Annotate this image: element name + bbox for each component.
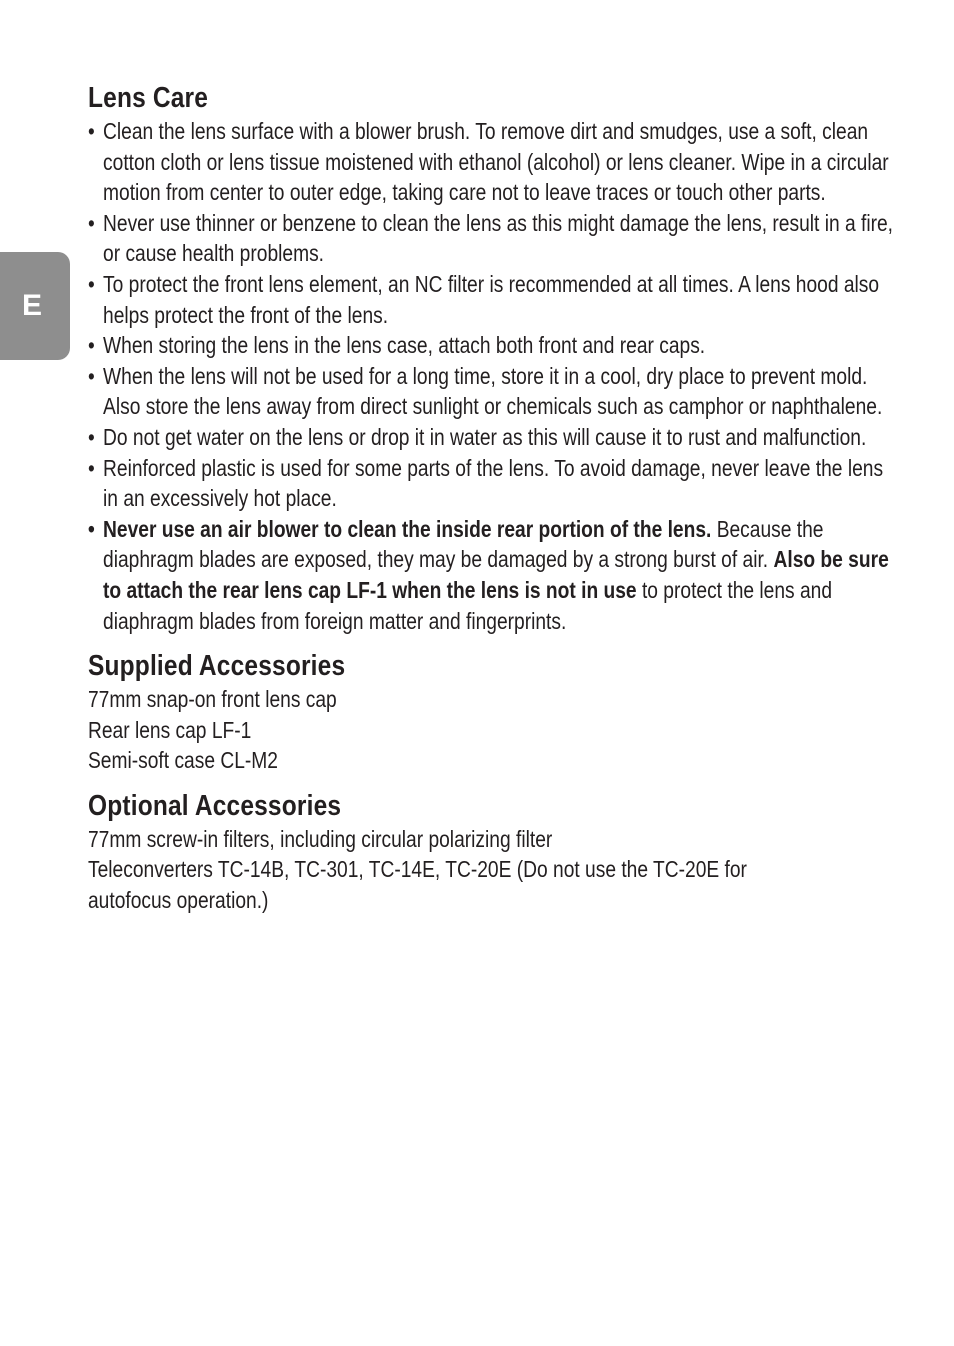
language-tab — [0, 252, 70, 360]
accessory-item: 77mm screw-in filters, including circular polarizing filter — [88, 825, 553, 852]
optional-accessories-section — [88, 788, 908, 916]
supplied-accessories-heading: Supplied Accessories — [88, 650, 346, 683]
optional-accessories-heading: Optional Accessories — [88, 789, 342, 822]
accessory-item: Rear lens cap LF-1 — [88, 716, 252, 743]
lens-care-heading: Lens Care — [88, 82, 209, 114]
page-content — [88, 80, 908, 916]
lens-care-section — [88, 80, 908, 636]
lens-care-list — [88, 116, 908, 636]
list-item: • To protect the front lens element, an NC filter is recommended at all times. A lens hood also helps protect the front of the lens. — [88, 270, 880, 328]
accessory-item: Teleconverters TC-14B, TC-301, TC-14E, TC-20E (Do not use the TC-20E for — [88, 856, 747, 883]
list-item-warning: • Never use an air blower to clean the inside rear portion of the lens. Because the diaphragm blades are exposed, they may be damaged by a strong burst of air. Also be sure to attach the rear lens cap LF-1 when the lens is not in use to protect the lens and diaphragm blades from foreign matter and fingerprints. — [88, 515, 889, 634]
list-item: • When storing the lens in the lens case, attach both front and rear caps. — [88, 332, 706, 359]
list-item: • Never use thinner or benzene to clean the lens as this might damage the lens, result in a fire, or cause health problems. — [88, 209, 894, 267]
accessory-item: Semi-soft case CL-M2 — [88, 747, 278, 774]
supplied-accessories-section — [88, 648, 908, 776]
list-item: • Clean the lens surface with a blower brush. To remove dirt and smudges, use a soft, clean cotton cloth or lens tissue moistened with ethanol (alcohol) or lens cleaner. Wipe in a circular motion from center to outer edge, taking care not to leave traces or touch other parts. — [88, 118, 889, 206]
language-tab-label: E — [21, 289, 42, 322]
list-item: • Do not get water on the lens or drop it in water as this will cause it to rust and malfunction. — [88, 423, 867, 450]
list-item: • When the lens will not be used for a long time, store it in a cool, dry place to prevent mold. Also store the lens away from direct sunlight or chemicals such as camphor or naphthalene. — [88, 362, 883, 420]
list-item: • Reinforced plastic is used for some parts of the lens. To avoid damage, never leave the lens in an excessively hot place. — [88, 454, 884, 512]
accessory-item: autofocus operation.) — [88, 887, 269, 914]
accessory-item: 77mm snap-on front lens cap — [88, 686, 337, 713]
